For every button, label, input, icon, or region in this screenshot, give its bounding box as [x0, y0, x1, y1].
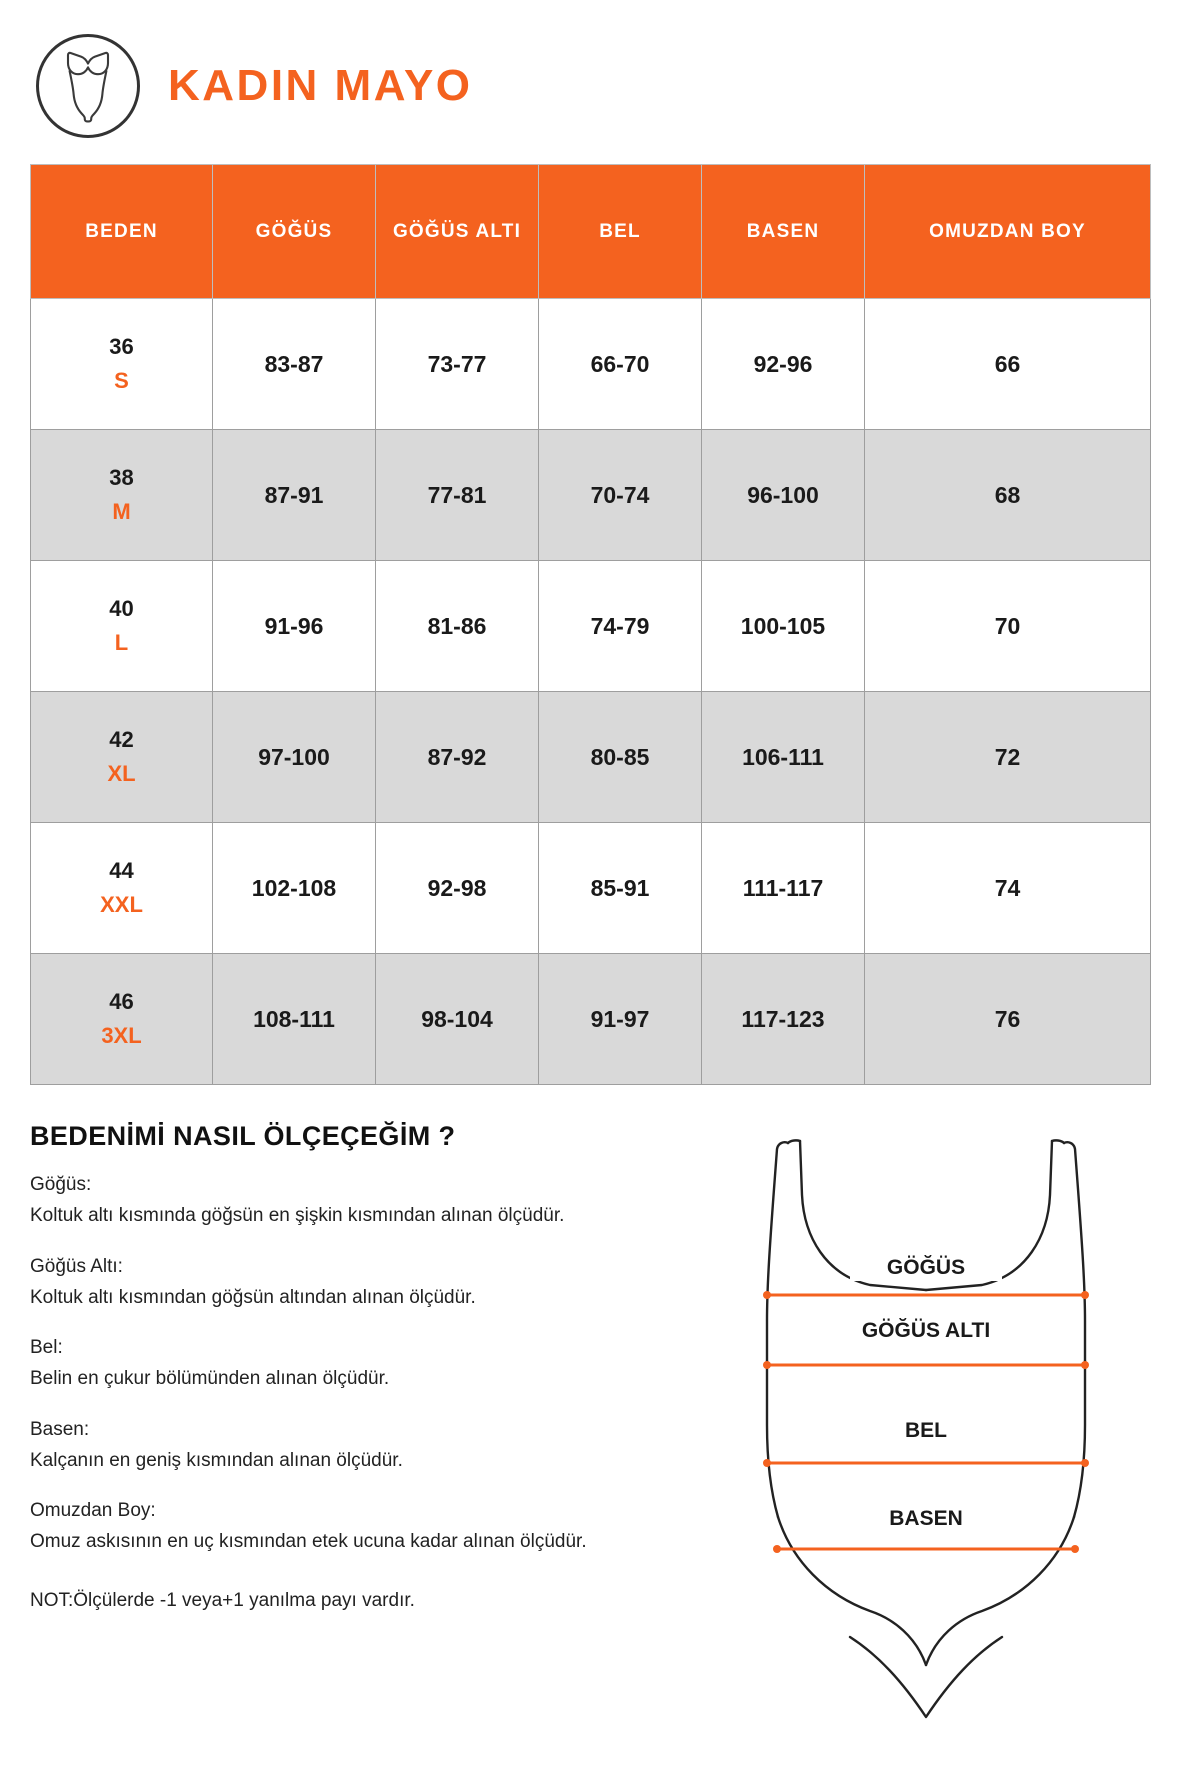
swimsuit-diagram-column	[690, 1121, 1150, 1735]
size-letter: M	[112, 499, 131, 524]
measure-description: Belin en çukur bölümünden alınan ölçüdür.	[30, 1368, 390, 1390]
measure-term: Basen:	[30, 1418, 90, 1440]
table-header-row	[31, 165, 1151, 299]
size-letter: XXL	[100, 892, 143, 917]
cell-bel: 91-97	[539, 954, 702, 1085]
column-header-bel: BEL	[539, 165, 702, 299]
cell-omuzdan-boy: 74	[865, 823, 1151, 954]
cell-beden	[31, 430, 213, 561]
cell-basen: 106-111	[702, 692, 865, 823]
cell-basen: 111-117	[702, 823, 865, 954]
cell-beden	[31, 823, 213, 954]
size-number: 36	[109, 333, 134, 359]
cell-omuzdan-boy: 66	[865, 299, 1151, 430]
cell-gogus-alti: 77-81	[376, 430, 539, 561]
cell-omuzdan-boy: 68	[865, 430, 1151, 561]
page-title: KADIN MAYO	[168, 61, 473, 110]
diagram-label-gogus-alti: GÖĞÜS ALTI	[861, 1319, 991, 1342]
cell-gogus: 97-100	[213, 692, 376, 823]
size-table	[30, 164, 1151, 1085]
cell-beden	[31, 954, 213, 1085]
table-row	[31, 299, 1151, 430]
size-number: 40	[109, 595, 134, 621]
measure-term: Bel:	[30, 1337, 63, 1359]
measurement-guide-title: BEDENİMİ NASIL ÖLÇEÇEĞİM ?	[30, 1121, 456, 1151]
measure-description: Koltuk altı kısmında göğsün en şişkin kısmından alınan ölçüdür.	[30, 1205, 565, 1226]
diagram-label-bel: BEL	[905, 1419, 947, 1442]
measure-description: Koltuk altı kısmından göğsün altından alınan ölçüdür.	[30, 1286, 476, 1308]
cell-basen: 92-96	[702, 299, 865, 430]
measurement-note: NOT:Ölçülerde -1 veya+1 yanılma payı vardır.	[30, 1589, 415, 1611]
measure-term: Göğüs:	[30, 1174, 92, 1195]
cell-gogus-alti: 73-77	[376, 299, 539, 430]
size-table-container	[0, 164, 1180, 1085]
swimsuit-icon	[36, 34, 140, 138]
table-row	[31, 692, 1151, 823]
size-letter: L	[114, 630, 129, 655]
cell-beden	[31, 561, 213, 692]
cell-omuzdan-boy: 72	[865, 692, 1151, 823]
cell-gogus-alti: 87-92	[376, 692, 539, 823]
cell-gogus-alti: 98-104	[376, 954, 539, 1085]
cell-gogus: 102-108	[213, 823, 376, 954]
table-row	[31, 430, 1151, 561]
size-letter: 3XL	[101, 1023, 142, 1048]
measure-block-basen	[30, 1419, 670, 1475]
page-header	[0, 0, 1180, 164]
swimsuit-diagram	[730, 1125, 1110, 1735]
measurement-text-column	[30, 1121, 670, 1735]
measure-block-gogus-alti	[30, 1256, 670, 1312]
cell-basen: 117-123	[702, 954, 865, 1085]
column-header-gogus: GÖĞÜS	[213, 165, 376, 299]
cell-beden	[31, 692, 213, 823]
column-header-beden: BEDEN	[31, 165, 213, 299]
measurement-guide-section	[0, 1085, 1180, 1735]
table-row	[31, 561, 1151, 692]
cell-bel: 74-79	[539, 561, 702, 692]
cell-gogus: 87-91	[213, 430, 376, 561]
measure-description: Omuz askısının en uç kısmından etek ucuna kadar alınan ölçüdür.	[30, 1531, 587, 1553]
cell-bel: 66-70	[539, 299, 702, 430]
column-header-basen: BASEN	[702, 165, 865, 299]
size-letter: S	[114, 368, 129, 393]
measure-block-bel	[30, 1337, 670, 1393]
diagram-label-gogus: GÖĞÜS	[886, 1256, 966, 1279]
cell-gogus: 91-96	[213, 561, 376, 692]
measure-block-gogus	[30, 1174, 670, 1230]
size-number: 46	[109, 988, 134, 1014]
measure-description: Kalçanın en geniş kısmından alınan ölçüdür.	[30, 1449, 403, 1471]
cell-omuzdan-boy: 76	[865, 954, 1151, 1085]
measure-term: Göğüs Altı:	[30, 1255, 123, 1277]
measure-block-omuzdan-boy	[30, 1500, 670, 1556]
table-row	[31, 823, 1151, 954]
column-header-gogus-alti: GÖĞÜS ALTI	[376, 165, 539, 299]
size-number: 38	[109, 464, 134, 490]
cell-omuzdan-boy: 70	[865, 561, 1151, 692]
cell-basen: 96-100	[702, 430, 865, 561]
size-number: 44	[109, 857, 134, 883]
cell-gogus-alti: 81-86	[376, 561, 539, 692]
measure-term: Omuzdan Boy:	[30, 1500, 156, 1522]
cell-gogus: 108-111	[213, 954, 376, 1085]
table-row	[31, 954, 1151, 1085]
diagram-label-basen: BASEN	[889, 1507, 963, 1530]
size-number: 42	[109, 726, 134, 752]
cell-bel: 80-85	[539, 692, 702, 823]
cell-beden	[31, 299, 213, 430]
column-header-omuzdan-boy: OMUZDAN BOY	[865, 165, 1151, 299]
cell-bel: 70-74	[539, 430, 702, 561]
cell-bel: 85-91	[539, 823, 702, 954]
cell-basen: 100-105	[702, 561, 865, 692]
cell-gogus-alti: 92-98	[376, 823, 539, 954]
size-letter: XL	[107, 761, 136, 786]
cell-gogus: 83-87	[213, 299, 376, 430]
